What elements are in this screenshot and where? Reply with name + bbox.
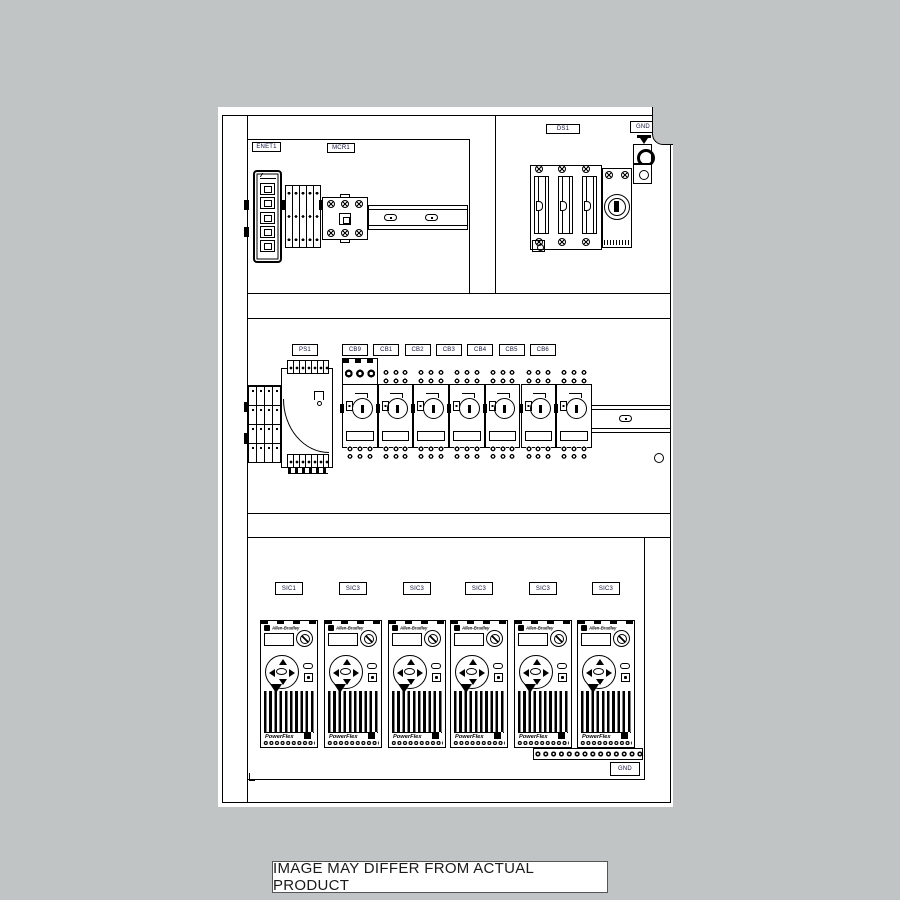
rail-clamp <box>244 433 249 444</box>
pointer-mark-icon <box>334 684 346 693</box>
ps1-terminals-bottom <box>287 454 329 468</box>
component-tag-cb4: CB4 <box>467 344 493 356</box>
keypad-up-icon <box>407 659 415 665</box>
sheet-corner-notch <box>652 107 673 145</box>
screw-terminal <box>355 229 363 237</box>
breaker-rating-window <box>560 431 588 441</box>
drive-button <box>432 673 441 682</box>
powerflex-drive <box>324 620 382 748</box>
ethernet-port <box>260 226 275 238</box>
breaker-top-terminals <box>417 368 445 385</box>
keypad-left-icon <box>269 669 275 677</box>
screw-terminal <box>327 200 335 208</box>
allen-bradley-logo-text: Allen-Bradley <box>526 626 554 632</box>
keypad-up-icon <box>279 659 287 665</box>
keypad-up-icon <box>343 659 351 665</box>
drive-button <box>431 663 441 669</box>
circuit-breaker-cb5 <box>521 362 557 462</box>
breaker-body <box>413 384 449 448</box>
circuit-breaker-cb9 <box>342 362 378 462</box>
corner-mark <box>249 773 255 781</box>
drive-potentiometer-knob <box>424 630 441 647</box>
circuit-breaker-cb2 <box>413 362 449 462</box>
switch-label-area <box>260 175 276 179</box>
powerflex-brand-text: PowerFlex <box>393 734 422 740</box>
keypad-right-icon <box>289 669 295 677</box>
component-tag-gnd-bottom: GND <box>610 762 640 776</box>
mount-tab <box>340 194 350 198</box>
drive-terminal-strip <box>580 740 632 746</box>
drive-terminal-strip <box>391 740 443 746</box>
fuse-terminal-block <box>342 358 378 385</box>
breaker-body <box>449 384 485 448</box>
drive-button <box>620 663 630 669</box>
allen-bradley-logo-icon <box>518 625 524 631</box>
terminal-block-cluster <box>248 385 281 463</box>
keypad-enter-button <box>530 668 541 675</box>
drive-display <box>392 633 422 646</box>
component-tag-cb3: CB3 <box>436 344 462 356</box>
component-tag-cb6: CB6 <box>530 344 556 356</box>
breaker-row <box>342 362 592 462</box>
drawing-sheet <box>218 107 673 807</box>
network-box-right <box>469 139 470 293</box>
switch-pole <box>534 176 549 234</box>
component-tag-cb2: CB2 <box>405 344 431 356</box>
drive-potentiometer-knob <box>360 630 377 647</box>
mounting-hole <box>654 453 664 463</box>
ethernet-port <box>260 212 275 224</box>
drive-button <box>368 673 377 682</box>
breaker-rating-window <box>525 431 553 441</box>
powerflex-brand-text: PowerFlex <box>582 734 611 740</box>
rail-clip <box>376 404 380 413</box>
breaker-rotary-knob <box>352 398 373 419</box>
contactor-window <box>339 213 351 225</box>
rail-slot <box>425 214 438 221</box>
drive-mounting-strip <box>451 621 507 624</box>
din-rail <box>368 205 468 230</box>
screw-terminal <box>535 165 543 173</box>
allen-bradley-logo-text: Allen-Bradley <box>462 626 490 632</box>
keypad-left-icon <box>523 669 529 677</box>
drive-display <box>454 633 484 646</box>
drive-heatsink-fins <box>454 691 504 733</box>
breaker-bottom-terminals <box>489 445 517 460</box>
allen-bradley-logo-text: Allen-Bradley <box>336 626 364 632</box>
pointer-mark-icon <box>524 684 536 693</box>
breaker-body <box>556 384 592 448</box>
keypad-right-icon <box>606 669 612 677</box>
rail-clip <box>554 404 558 413</box>
pointer-mark-icon <box>398 684 410 693</box>
component-tag-mcr1: MCR1 <box>327 143 355 153</box>
drive-mounting-strip <box>261 621 317 624</box>
keypad-enter-button <box>466 668 477 675</box>
powerflex-drive <box>514 620 572 748</box>
breaker-bottom-terminals <box>346 445 374 460</box>
drive-mounting-strip <box>325 621 381 624</box>
drive-display <box>581 633 611 646</box>
keypad-right-icon <box>479 669 485 677</box>
powerflex-drive <box>388 620 446 748</box>
drive-mounting-strip <box>578 621 634 624</box>
breaker-bottom-terminals <box>560 445 588 460</box>
allen-bradley-logo-icon <box>581 625 587 631</box>
keypad-right-icon <box>353 669 359 677</box>
keypad-up-icon <box>596 659 604 665</box>
breaker-body <box>521 384 557 448</box>
din-rail <box>590 405 671 433</box>
keypad-up-icon <box>469 659 477 665</box>
powerflex-brand-text: PowerFlex <box>455 734 484 740</box>
ethernet-switch <box>253 170 282 263</box>
powerflex-brand-text: PowerFlex <box>329 734 358 740</box>
drive-heatsink-fins <box>264 691 314 733</box>
pointer-mark-icon <box>460 684 472 693</box>
component-tag-cb5: CB5 <box>499 344 525 356</box>
allen-bradley-logo-text: Allen-Bradley <box>589 626 617 632</box>
keypad-up-icon <box>533 659 541 665</box>
keypad-enter-button <box>593 668 604 675</box>
rail-clip <box>411 404 415 413</box>
circuit-breaker-cb1 <box>378 362 414 462</box>
breaker-rotary-knob <box>387 398 408 419</box>
component-tag-cb1: CB1 <box>373 344 399 356</box>
caption-text: IMAGE MAY DIFFER FROM ACTUAL PRODUCT <box>273 860 534 894</box>
component-tag-ds1: DS1 <box>546 124 580 134</box>
breaker-rating-window <box>346 431 374 441</box>
drive-button <box>304 673 313 682</box>
circuit-breaker-cb6 <box>556 362 592 462</box>
component-tag-sic3-1: SIC3 <box>339 582 367 595</box>
network-box-top <box>247 139 469 140</box>
component-tag-sic3-4: SIC3 <box>529 582 557 595</box>
drive-mounting-strip <box>389 621 445 624</box>
rail-clip <box>519 404 523 413</box>
disconnect-switch-ds1 <box>530 165 602 250</box>
rail-clip <box>340 404 344 413</box>
allen-bradley-logo-text: Allen-Bradley <box>272 626 300 632</box>
ps1-terminals-top <box>287 360 329 374</box>
ps1-connector-icon <box>314 391 324 400</box>
drive-potentiometer-knob <box>550 630 567 647</box>
drive-terminal-strip <box>263 740 315 746</box>
keypad-enter-button <box>276 668 287 675</box>
rail-clamp <box>319 200 323 210</box>
component-tag-enet1: ENET1 <box>252 142 281 152</box>
drive-display <box>328 633 358 646</box>
screw-terminal <box>621 171 629 179</box>
screw-terminal <box>341 200 349 208</box>
ground-stud <box>633 164 652 184</box>
allen-bradley-logo-icon <box>264 625 270 631</box>
keypad-enter-button <box>404 668 415 675</box>
drive-button <box>493 663 503 669</box>
breaker-top-terminals <box>560 368 588 385</box>
breaker-body <box>342 384 378 448</box>
breaker-rotary-knob <box>494 398 515 419</box>
breaker-bottom-terminals <box>382 445 410 460</box>
drive-heatsink-fins <box>392 691 442 733</box>
pointer-mark-icon <box>270 684 282 693</box>
mount-tab <box>340 239 350 243</box>
screw-terminal <box>582 165 590 173</box>
terminal-block-group <box>285 185 320 248</box>
circuit-breaker-cb4 <box>485 362 521 462</box>
rail-clip <box>447 404 451 413</box>
breaker-bottom-terminals <box>417 445 445 460</box>
drive-mounting-strip <box>515 621 571 624</box>
keypad-left-icon <box>333 669 339 677</box>
breaker-bottom-terminals <box>525 445 553 460</box>
component-tag-ps1: PS1 <box>292 344 318 356</box>
breaker-rating-window <box>489 431 517 441</box>
drive-button <box>494 673 503 682</box>
rail-slot <box>619 415 632 422</box>
drive-terminal-strip <box>453 740 505 746</box>
component-tag-cb9: CB9 <box>342 344 368 356</box>
section-divider <box>247 537 671 538</box>
drive-button <box>557 663 567 669</box>
breaker-body <box>378 384 414 448</box>
component-tag-sic3-3: SIC3 <box>465 582 493 595</box>
caption-banner <box>272 861 608 893</box>
drive-heatsink-fins <box>328 691 378 733</box>
drive-potentiometer-knob <box>613 630 630 647</box>
ethernet-port <box>260 240 275 252</box>
screw-terminal <box>558 165 566 173</box>
breaker-rating-window <box>453 431 481 441</box>
component-tag-gnd-top: GND <box>630 121 656 133</box>
powerflex-brand-text: PowerFlex <box>519 734 548 740</box>
section-divider <box>247 513 671 514</box>
drive-potentiometer-knob <box>486 630 503 647</box>
drive-button <box>621 673 630 682</box>
breaker-top-terminals <box>525 368 553 385</box>
allen-bradley-logo-icon <box>454 625 460 631</box>
top-section-divider <box>495 115 496 293</box>
disconnect-rotary-handle <box>602 168 632 248</box>
screw-terminal <box>582 238 590 246</box>
drive-button <box>558 673 567 682</box>
component-tag-sic1-0: SIC1 <box>275 582 303 595</box>
drive-terminal-strip <box>517 740 569 746</box>
component-tag-sic3-2: SIC3 <box>403 582 431 595</box>
ground-bar <box>533 748 643 760</box>
component-tag-sic3-5: SIC3 <box>592 582 620 595</box>
breaker-top-terminals <box>453 368 481 385</box>
screw-terminal <box>558 238 566 246</box>
rail-clamp <box>244 402 249 412</box>
terminal-strip <box>313 185 321 248</box>
drive-button <box>303 663 313 669</box>
rail-clamp <box>244 227 249 237</box>
rail-clamp <box>244 200 249 210</box>
ethernet-port <box>260 183 275 195</box>
drives-box-bottom <box>247 779 645 780</box>
drive-button <box>367 663 377 669</box>
rail-slot <box>384 214 397 221</box>
rotary-handle-icon <box>604 194 630 220</box>
handle-vent <box>604 240 630 245</box>
section-divider <box>247 318 671 319</box>
powerflex-drive <box>450 620 508 748</box>
switch-pole <box>582 176 597 234</box>
powerflex-drive <box>577 620 635 748</box>
ethernet-port <box>260 197 275 209</box>
keypad-enter-button <box>340 668 351 675</box>
switch-pole <box>558 176 573 234</box>
rail-clamp <box>281 200 285 210</box>
screw-terminal <box>341 229 349 237</box>
breaker-rotary-knob <box>530 398 551 419</box>
keypad-left-icon <box>586 669 592 677</box>
allen-bradley-logo-icon <box>392 625 398 631</box>
powerflex-brand-text: PowerFlex <box>265 734 294 740</box>
switch-aux-block <box>532 240 545 252</box>
keypad-right-icon <box>543 669 549 677</box>
powerflex-drive <box>260 620 318 748</box>
drives-box-right <box>644 537 645 779</box>
drive-display <box>264 633 294 646</box>
breaker-rating-window <box>417 431 445 441</box>
keypad-right-icon <box>417 669 423 677</box>
breaker-rotary-knob <box>423 398 444 419</box>
rail-clip <box>483 404 487 413</box>
breaker-body <box>485 384 521 448</box>
breaker-top-terminals <box>489 368 517 385</box>
screw-terminal <box>355 200 363 208</box>
section-divider <box>247 293 671 294</box>
breaker-rating-window <box>382 431 410 441</box>
pointer-mark-icon <box>587 684 599 693</box>
contactor-mcr1 <box>322 197 368 240</box>
keypad-left-icon <box>397 669 403 677</box>
ground-stud <box>633 144 652 164</box>
ps1-feet <box>288 468 328 474</box>
screw-terminal <box>605 171 613 179</box>
allen-bradley-logo-icon <box>328 625 334 631</box>
breaker-rotary-knob <box>566 398 587 419</box>
drive-heatsink-fins <box>518 691 568 733</box>
drive-display <box>518 633 548 646</box>
keypad-left-icon <box>459 669 465 677</box>
breaker-top-terminals <box>382 368 410 385</box>
breaker-bottom-terminals <box>453 445 481 460</box>
screw-terminal <box>327 229 335 237</box>
allen-bradley-logo-text: Allen-Bradley <box>400 626 428 632</box>
drive-heatsink-fins <box>581 691 631 733</box>
breaker-rotary-knob <box>459 398 480 419</box>
circuit-breaker-cb3 <box>449 362 485 462</box>
drive-potentiometer-knob <box>296 630 313 647</box>
drive-terminal-strip <box>327 740 379 746</box>
